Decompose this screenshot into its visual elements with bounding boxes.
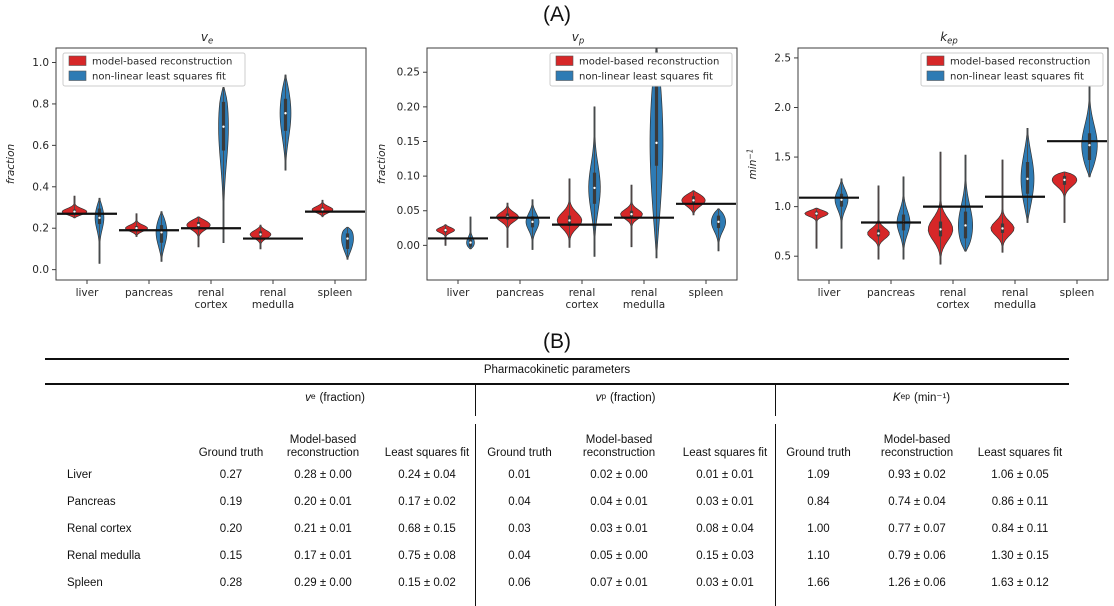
violin-median-dot: [284, 112, 286, 114]
row-label: Renal medulla: [67, 549, 141, 562]
violin-median-dot: [197, 224, 199, 226]
violin-median-dot: [1001, 227, 1003, 229]
column-header: Model-based reconstruction: [582, 433, 656, 459]
x-category-label: liver: [817, 287, 841, 299]
y-tick-label: 0.00: [396, 239, 420, 252]
x-category-label: spleen: [317, 287, 353, 299]
table-cell: 0.01 ± 0.01: [696, 468, 754, 481]
legend-label: model-based reconstruction: [950, 56, 1091, 68]
violin-median-dot: [964, 224, 966, 226]
table-cell: 0.03 ± 0.01: [590, 522, 648, 535]
violin-median-dot: [840, 198, 842, 200]
table-cell: 1.30 ± 0.15: [991, 549, 1049, 562]
spacer: [45, 597, 195, 606]
table-cell: 1.06 ± 0.05: [991, 468, 1049, 481]
violin-median-dot: [469, 241, 471, 243]
table-cell: 0.84: [775, 489, 861, 516]
table-cell: 1.00: [775, 516, 861, 543]
legend-swatch: [927, 56, 944, 66]
table-cell: 0.08 ± 0.04: [696, 522, 754, 535]
param-header-1: [475, 385, 775, 416]
row-label: Renal cortex: [67, 522, 132, 535]
y-tick-label: 1.5: [774, 151, 791, 164]
violin-chart-ve: [0, 28, 371, 330]
violin-median-dot: [717, 221, 719, 223]
table-cell: 0.20: [219, 522, 243, 535]
column-header: Least squares fit: [384, 446, 470, 459]
column-header: Ground truth: [198, 446, 264, 459]
spacer: [475, 597, 563, 606]
violin-median-dot: [568, 219, 570, 221]
violin-median-dot: [160, 231, 162, 233]
legend-swatch: [556, 56, 573, 66]
panel-b-label: (B): [543, 330, 571, 353]
table-cell: 0.29 ± 0.00: [294, 576, 352, 589]
spacer: [775, 597, 861, 606]
violin-median-dot: [655, 142, 657, 144]
param-header-spacer: [45, 385, 195, 416]
violin-median-dot: [259, 233, 261, 235]
table-cell: 1.09: [775, 462, 861, 489]
legend-label: model-based reconstruction: [579, 56, 720, 68]
row-label: Spleen: [67, 576, 103, 589]
x-category-label: liver: [75, 287, 99, 299]
param-unit: (fraction): [610, 392, 656, 404]
legend-swatch: [69, 71, 86, 81]
spacer: [267, 597, 379, 606]
violin-median-dot: [222, 126, 224, 128]
table-cell: 0.27: [219, 468, 243, 481]
column-header: Model-based reconstruction: [286, 433, 360, 459]
legend-label: non-linear least squares fit: [579, 71, 713, 83]
legend-label: non-linear least squares fit: [92, 71, 226, 83]
param-header-0: [195, 385, 475, 416]
legend-swatch: [556, 71, 573, 81]
y-tick-label: 0.10: [396, 170, 420, 183]
spacer: [195, 597, 267, 606]
param-subscript: e: [310, 391, 316, 401]
table-cell: 0.21 ± 0.01: [294, 522, 352, 535]
violin-median-dot: [630, 213, 632, 215]
x-category-label: pancreas: [125, 287, 173, 299]
spacer: [973, 597, 1067, 606]
table-cell: 0.04: [475, 489, 563, 516]
violin-median-dot: [73, 210, 75, 212]
violin-median-dot: [1063, 179, 1065, 181]
y-tick-label: 0.8: [32, 98, 49, 111]
table-cell: 0.05 ± 0.00: [590, 549, 648, 562]
y-tick-label: 0.2: [32, 222, 49, 235]
table-cell: 0.15: [219, 549, 243, 562]
table-cell: 0.03 ± 0.01: [696, 495, 754, 508]
x-category-label: renal: [197, 287, 225, 299]
x-category-label: liver: [446, 287, 470, 299]
table-title: Pharmacokinetic parameters: [45, 358, 1069, 385]
param-subscript: ep: [900, 391, 911, 401]
violin-median-dot: [444, 229, 446, 231]
chart-title: $v_p$: [571, 30, 585, 47]
y-tick-label: 0.25: [396, 66, 420, 79]
table-cell: 0.06: [475, 570, 563, 597]
violin-median-dot: [1026, 178, 1028, 180]
violin-median-dot: [1088, 144, 1090, 146]
x-category-label: cortex: [565, 299, 599, 311]
x-category-label: pancreas: [496, 287, 544, 299]
y-axis-label: $\min^{-1}$: [745, 148, 759, 180]
y-tick-label: 0.20: [396, 101, 420, 114]
spacer: [861, 597, 973, 606]
x-category-label: medulla: [993, 299, 1037, 311]
x-category-label: cortex: [194, 299, 228, 311]
violin-median-dot: [939, 228, 941, 230]
table-cell: 0.75 ± 0.08: [398, 549, 456, 562]
table-cell: 0.15 ± 0.02: [398, 576, 456, 589]
y-tick-label: 0.5: [774, 250, 791, 263]
y-tick-label: 0.05: [396, 205, 420, 218]
violin-median-dot: [815, 212, 817, 214]
table-cell: 1.63 ± 0.12: [991, 576, 1049, 589]
y-tick-label: 0.4: [32, 181, 49, 194]
table-cell: 0.93 ± 0.02: [888, 468, 946, 481]
table-cell: 0.28: [219, 576, 243, 589]
x-category-label: renal: [568, 287, 596, 299]
table-cell: 1.26 ± 0.06: [888, 576, 946, 589]
violin-median-dot: [98, 217, 100, 219]
violin-median-dot: [531, 221, 533, 223]
table-grid: [45, 385, 1069, 606]
violin-median-dot: [692, 199, 694, 201]
legend-label: non-linear least squares fit: [950, 71, 1084, 83]
table-cell: 0.84 ± 0.11: [991, 522, 1049, 535]
param-symbol: K: [892, 392, 901, 404]
spacer: [563, 597, 675, 606]
y-tick-label: 0.15: [396, 135, 420, 148]
violin-charts-row: [0, 28, 1114, 330]
table-cell: 0.17 ± 0.01: [294, 549, 352, 562]
column-header: Least squares fit: [977, 446, 1063, 459]
column-header: Model-based reconstruction: [880, 433, 954, 459]
column-header-spacer: [45, 424, 195, 462]
column-header: Ground truth: [775, 424, 861, 462]
y-tick-label: 1.0: [774, 201, 791, 214]
panel-a-label: (A): [543, 3, 571, 26]
x-category-label: spleen: [688, 287, 724, 299]
y-axis-label: fraction: [376, 143, 388, 185]
x-category-label: pancreas: [867, 287, 915, 299]
x-category-label: renal: [259, 287, 287, 299]
x-category-label: medulla: [622, 299, 666, 311]
table-cell: 0.20 ± 0.01: [294, 495, 352, 508]
column-header: Least squares fit: [682, 446, 768, 459]
pharmacokinetic-table: [45, 358, 1069, 606]
y-tick-label: 1.0: [32, 57, 49, 69]
row-label: Pancreas: [67, 495, 116, 508]
param-unit: (fraction): [319, 392, 365, 404]
row-label: Liver: [67, 468, 92, 481]
y-tick-label: 2.5: [774, 52, 791, 65]
violin-median-dot: [877, 232, 879, 234]
y-tick-label: 2.0: [774, 101, 791, 114]
table-cell: 0.17 ± 0.02: [398, 495, 456, 508]
param-header-2: [775, 385, 1067, 416]
table-cell: 0.04 ± 0.01: [590, 495, 648, 508]
legend-swatch: [927, 71, 944, 81]
table-cell: 0.01: [475, 462, 563, 489]
violin-median-dot: [135, 227, 137, 229]
spacer: [379, 597, 475, 606]
x-category-label: renal: [630, 287, 658, 299]
legend-swatch: [69, 56, 86, 66]
y-tick-label: 0.6: [32, 139, 49, 152]
table-cell: 0.79 ± 0.06: [888, 549, 946, 562]
param-unit: (min⁻¹): [914, 392, 951, 404]
violin-median-dot: [593, 187, 595, 189]
violin-median-dot: [321, 208, 323, 210]
table-cell: 0.24 ± 0.04: [398, 468, 456, 481]
violin-chart-vp: [371, 28, 742, 330]
chart-title: $v_e$: [200, 30, 214, 47]
table-cell: 0.07 ± 0.01: [590, 576, 648, 589]
table-cell: 0.68 ± 0.15: [398, 522, 456, 535]
table-cell: 0.77 ± 0.07: [888, 522, 946, 535]
violin-median-dot: [346, 237, 348, 239]
legend-label: model-based reconstruction: [92, 56, 233, 68]
param-symbol: v: [305, 392, 311, 404]
table-cell: 0.19: [219, 495, 243, 508]
table-cell: 0.28 ± 0.00: [294, 468, 352, 481]
spacer: [675, 597, 775, 606]
x-category-label: spleen: [1059, 287, 1095, 299]
table-cell: 1.10: [775, 543, 861, 570]
table-cell: 0.03 ± 0.01: [696, 576, 754, 589]
param-symbol: v: [595, 392, 602, 404]
x-category-label: renal: [1001, 287, 1029, 299]
param-subscript: p: [601, 391, 607, 401]
x-category-label: renal: [939, 287, 967, 299]
table-cell: 0.02 ± 0.00: [590, 468, 648, 481]
y-axis-label: fraction: [5, 143, 17, 185]
table-cell: 0.86 ± 0.11: [991, 495, 1049, 508]
x-category-label: medulla: [251, 299, 295, 311]
table-cell: 0.15 ± 0.03: [696, 549, 754, 562]
column-header: Ground truth: [475, 424, 563, 462]
table-cell: 0.03: [475, 516, 563, 543]
y-tick-label: 0.0: [32, 264, 49, 277]
table-cell: 1.66: [775, 570, 861, 597]
table-cell: 0.74 ± 0.04: [888, 495, 946, 508]
x-category-label: cortex: [936, 299, 970, 311]
violin-chart-kep: [742, 28, 1113, 330]
chart-title: $k_{ep}$: [940, 30, 958, 47]
table-cell: 0.04: [475, 543, 563, 570]
